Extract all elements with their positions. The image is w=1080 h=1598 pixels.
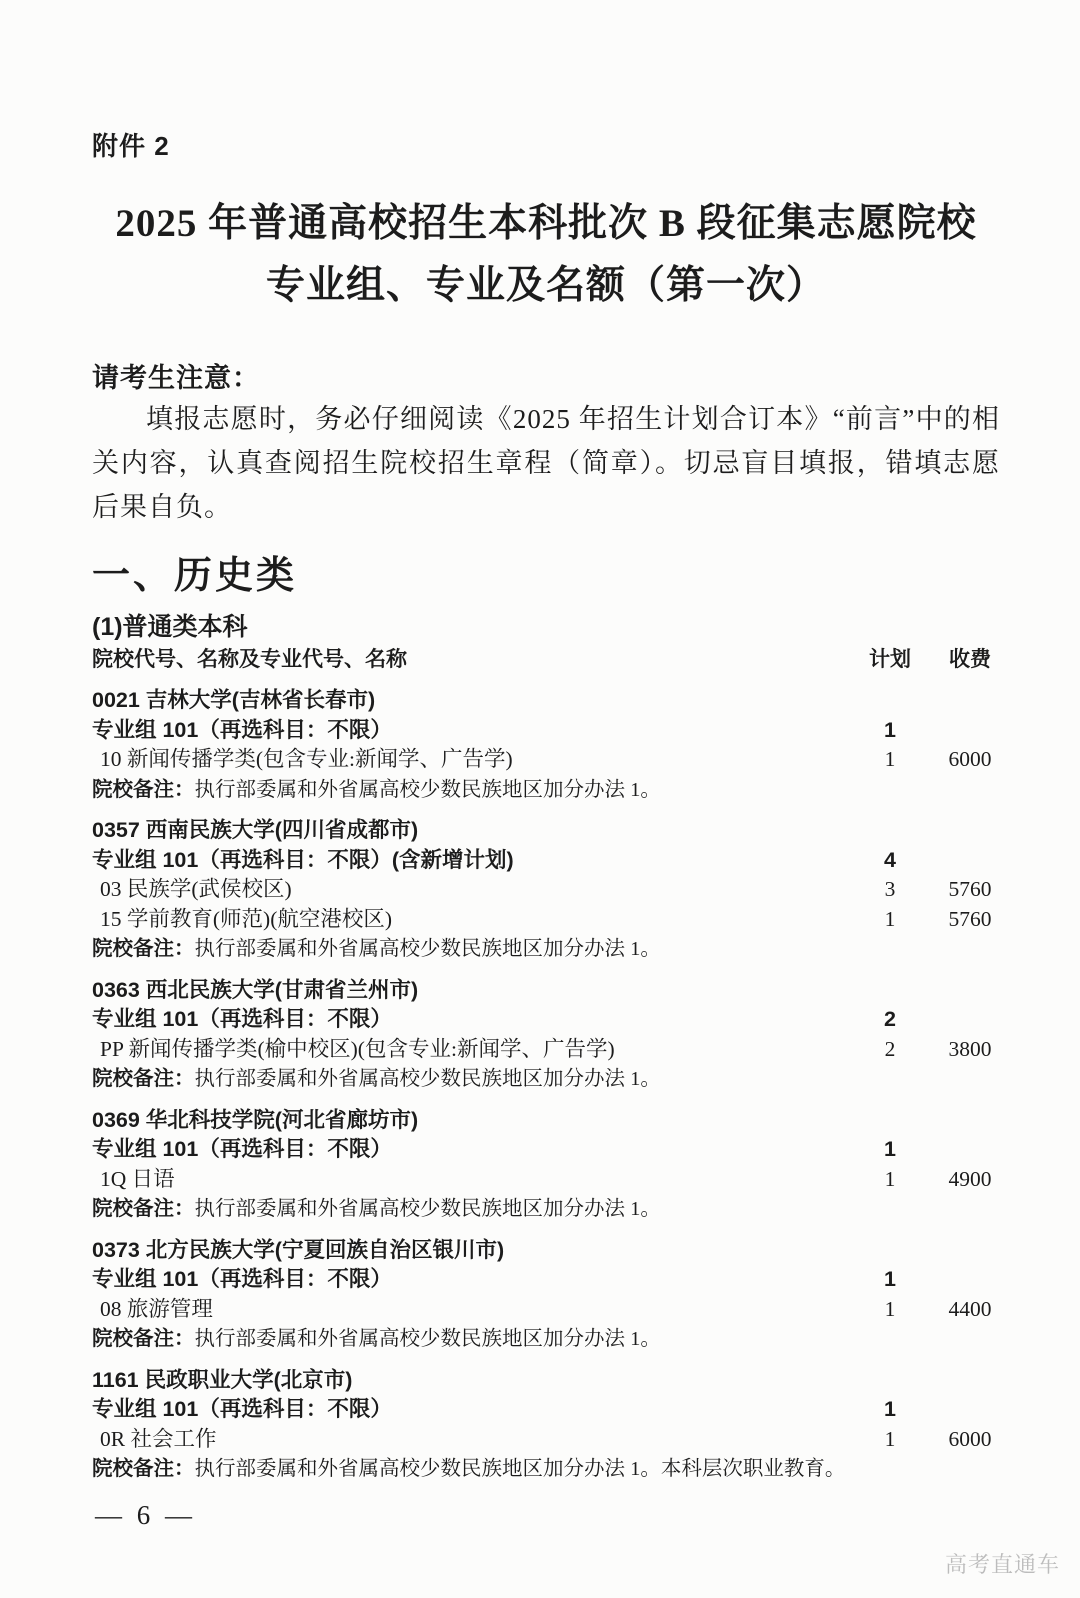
school-remark: [92, 775, 1000, 806]
major-label: 0R 社会工作: [100, 1426, 217, 1451]
school-remark: [92, 1064, 1000, 1095]
document-title-line1: 2025 年普通高校招生本科批次 B 段征集志愿院校: [115, 202, 977, 245]
major-group-row: [92, 1265, 1000, 1295]
school-remark-text: 执行部委属和外省属高校少数民族地区加分办法 1。: [194, 938, 661, 960]
school-remark-text: 执行部委属和外省属高校少数民族地区加分办法 1。: [194, 1328, 661, 1350]
school-remark: [92, 1454, 1000, 1485]
major-group-plan: 1: [884, 1267, 896, 1291]
school-block: [92, 1366, 1000, 1485]
attachment-label: 附件 2: [92, 131, 170, 161]
school-block: [92, 1236, 1000, 1355]
major-plan: 1: [884, 1426, 896, 1451]
school-remark-text: 执行部委属和外省属高校少数民族地区加分办法 1。本科层次职业教育。: [194, 1458, 846, 1480]
major-row: [92, 1035, 1000, 1065]
page-number: — 6 —: [95, 1500, 196, 1530]
school-remark-label: 院校备注：: [92, 1067, 195, 1090]
school-name-row: [92, 686, 1000, 716]
major-fee: 6000: [948, 747, 992, 771]
school-remark: [92, 1324, 1000, 1355]
major-row: [92, 745, 1000, 775]
watermark-gaokao-zhitongche: 高考直通车: [944, 1552, 1060, 1577]
school-name: 1161 民政职业大学(北京市): [92, 1367, 353, 1392]
major-label: 1Q 日语: [100, 1166, 175, 1191]
school-remark-label: 院校备注：: [92, 1457, 195, 1480]
school-name: 0357 西南民族大学(四川省成都市): [92, 818, 419, 842]
school-remark-row: [92, 1324, 1000, 1355]
major-group-plan: 1: [884, 717, 896, 742]
major-label: 08 旅游管理: [100, 1296, 213, 1321]
table-header-row: [92, 645, 1000, 675]
major-fee: 6000: [948, 1426, 992, 1451]
school-remark-label: 院校备注：: [92, 937, 195, 960]
major-group-row: [92, 846, 1000, 876]
school-remark-row: [92, 1064, 1000, 1095]
school-remark: [92, 1194, 1000, 1225]
major-row: [92, 1165, 1000, 1195]
major-group-plan: 1: [884, 1137, 896, 1161]
column-header-fee: 收费: [949, 648, 991, 671]
major-fee: 4400: [948, 1296, 992, 1321]
school-name: 0369 华北科技学院(河北省廊坊市): [92, 1107, 419, 1132]
major-label: 03 民族学(武侯校区): [100, 877, 292, 901]
major-group-plan: 4: [884, 847, 896, 872]
major-group-label: 专业组 101（再选科目：不限）: [92, 1397, 392, 1421]
major-group-row: [92, 1135, 1000, 1165]
notice-paragraph: 填报志愿时，务必仔细阅读《2025 年招生计划合订本》“前言”中的相关内容，认真查阅招生院校招生章程（简章）。切忌盲目填报，错填志愿后果自负。: [92, 404, 1000, 522]
school-remark-text: 执行部委属和外省属高校少数民族地区加分办法 1。: [194, 1068, 661, 1090]
major-plan: 1: [884, 747, 896, 771]
school-block: [92, 976, 1000, 1095]
document-title: [92, 193, 1000, 317]
school-remark-text: 执行部委属和外省属高校少数民族地区加分办法 1。: [194, 778, 661, 801]
major-group-label: 专业组 101（再选科目：不限）(含新增计划): [92, 847, 514, 872]
major-group-label: 专业组 101（再选科目：不限）: [92, 1007, 392, 1031]
major-plan: 1: [884, 906, 896, 931]
major-fee: 3800: [948, 1036, 992, 1061]
school-remark-row: [92, 1194, 1000, 1225]
major-fee: 5760: [948, 877, 992, 901]
school-name-row: [92, 816, 1000, 846]
subsection-heading-general-undergrad: (1)普通类本科: [92, 613, 248, 641]
column-header-plan: 计划: [869, 648, 911, 671]
document-title-line2: 专业组、专业及名额（第一次）: [265, 264, 826, 307]
major-plan: 1: [884, 1296, 896, 1321]
major-label: 15 学前教育(师范)(航空港校区): [100, 906, 393, 931]
school-remark-label: 院校备注：: [92, 777, 195, 801]
section-heading-history: 一、历史类: [92, 555, 298, 597]
major-plan: 3: [884, 877, 896, 901]
school-remark-label: 院校备注：: [92, 1197, 195, 1220]
major-group-plan: 2: [884, 1007, 896, 1031]
school-name: 0021 吉林大学(吉林省长春市): [92, 688, 376, 712]
major-label: 10 新闻传播学类(包含专业:新闻学、广告学): [100, 747, 513, 771]
major-row: [92, 1425, 1000, 1455]
table-header: [92, 645, 1000, 675]
major-fee: 4900: [948, 1166, 992, 1191]
school-name-row: [92, 1366, 1000, 1396]
school-remark-row: [92, 934, 1000, 965]
major-group-row: [92, 1395, 1000, 1425]
major-plan: 2: [884, 1036, 896, 1061]
school-remark: [92, 934, 1000, 965]
major-plan: 1: [884, 1166, 896, 1191]
school-name-row: [92, 1106, 1000, 1136]
major-label: PP 新闻传播学类(榆中校区)(包含专业:新闻学、广告学): [100, 1036, 615, 1061]
school-remark-row: [92, 1454, 1000, 1485]
school-list: [92, 686, 1000, 1485]
school-remark-label: 院校备注：: [92, 1327, 195, 1350]
school-name-row: [92, 1236, 1000, 1266]
school-name-row: [92, 976, 1000, 1006]
school-name: 0363 西北民族大学(甘肃省兰州市): [92, 977, 419, 1002]
column-header-name: 院校代号、名称及专业代号、名称: [92, 648, 407, 671]
major-row: [92, 1295, 1000, 1325]
school-block: [92, 816, 1000, 965]
major-group-label: 专业组 101（再选科目：不限）: [92, 717, 392, 742]
school-remark-text: 执行部委属和外省属高校少数民族地区加分办法 1。: [194, 1198, 661, 1220]
major-row: [92, 905, 1000, 935]
major-group-row: [92, 1005, 1000, 1035]
school-remark-row: [92, 775, 1000, 806]
major-group-plan: 1: [884, 1397, 896, 1421]
major-group-row: [92, 716, 1000, 746]
school-name: 0373 北方民族大学(宁夏回族自治区银川市): [92, 1237, 505, 1262]
school-block: [92, 1106, 1000, 1225]
major-group-label: 专业组 101（再选科目：不限）: [92, 1267, 392, 1291]
major-row: [92, 875, 1000, 905]
major-group-label: 专业组 101（再选科目：不限）: [92, 1137, 392, 1161]
notice-heading: 请考生注意：: [92, 363, 260, 393]
major-fee: 5760: [948, 906, 992, 931]
school-block: [92, 686, 1000, 805]
